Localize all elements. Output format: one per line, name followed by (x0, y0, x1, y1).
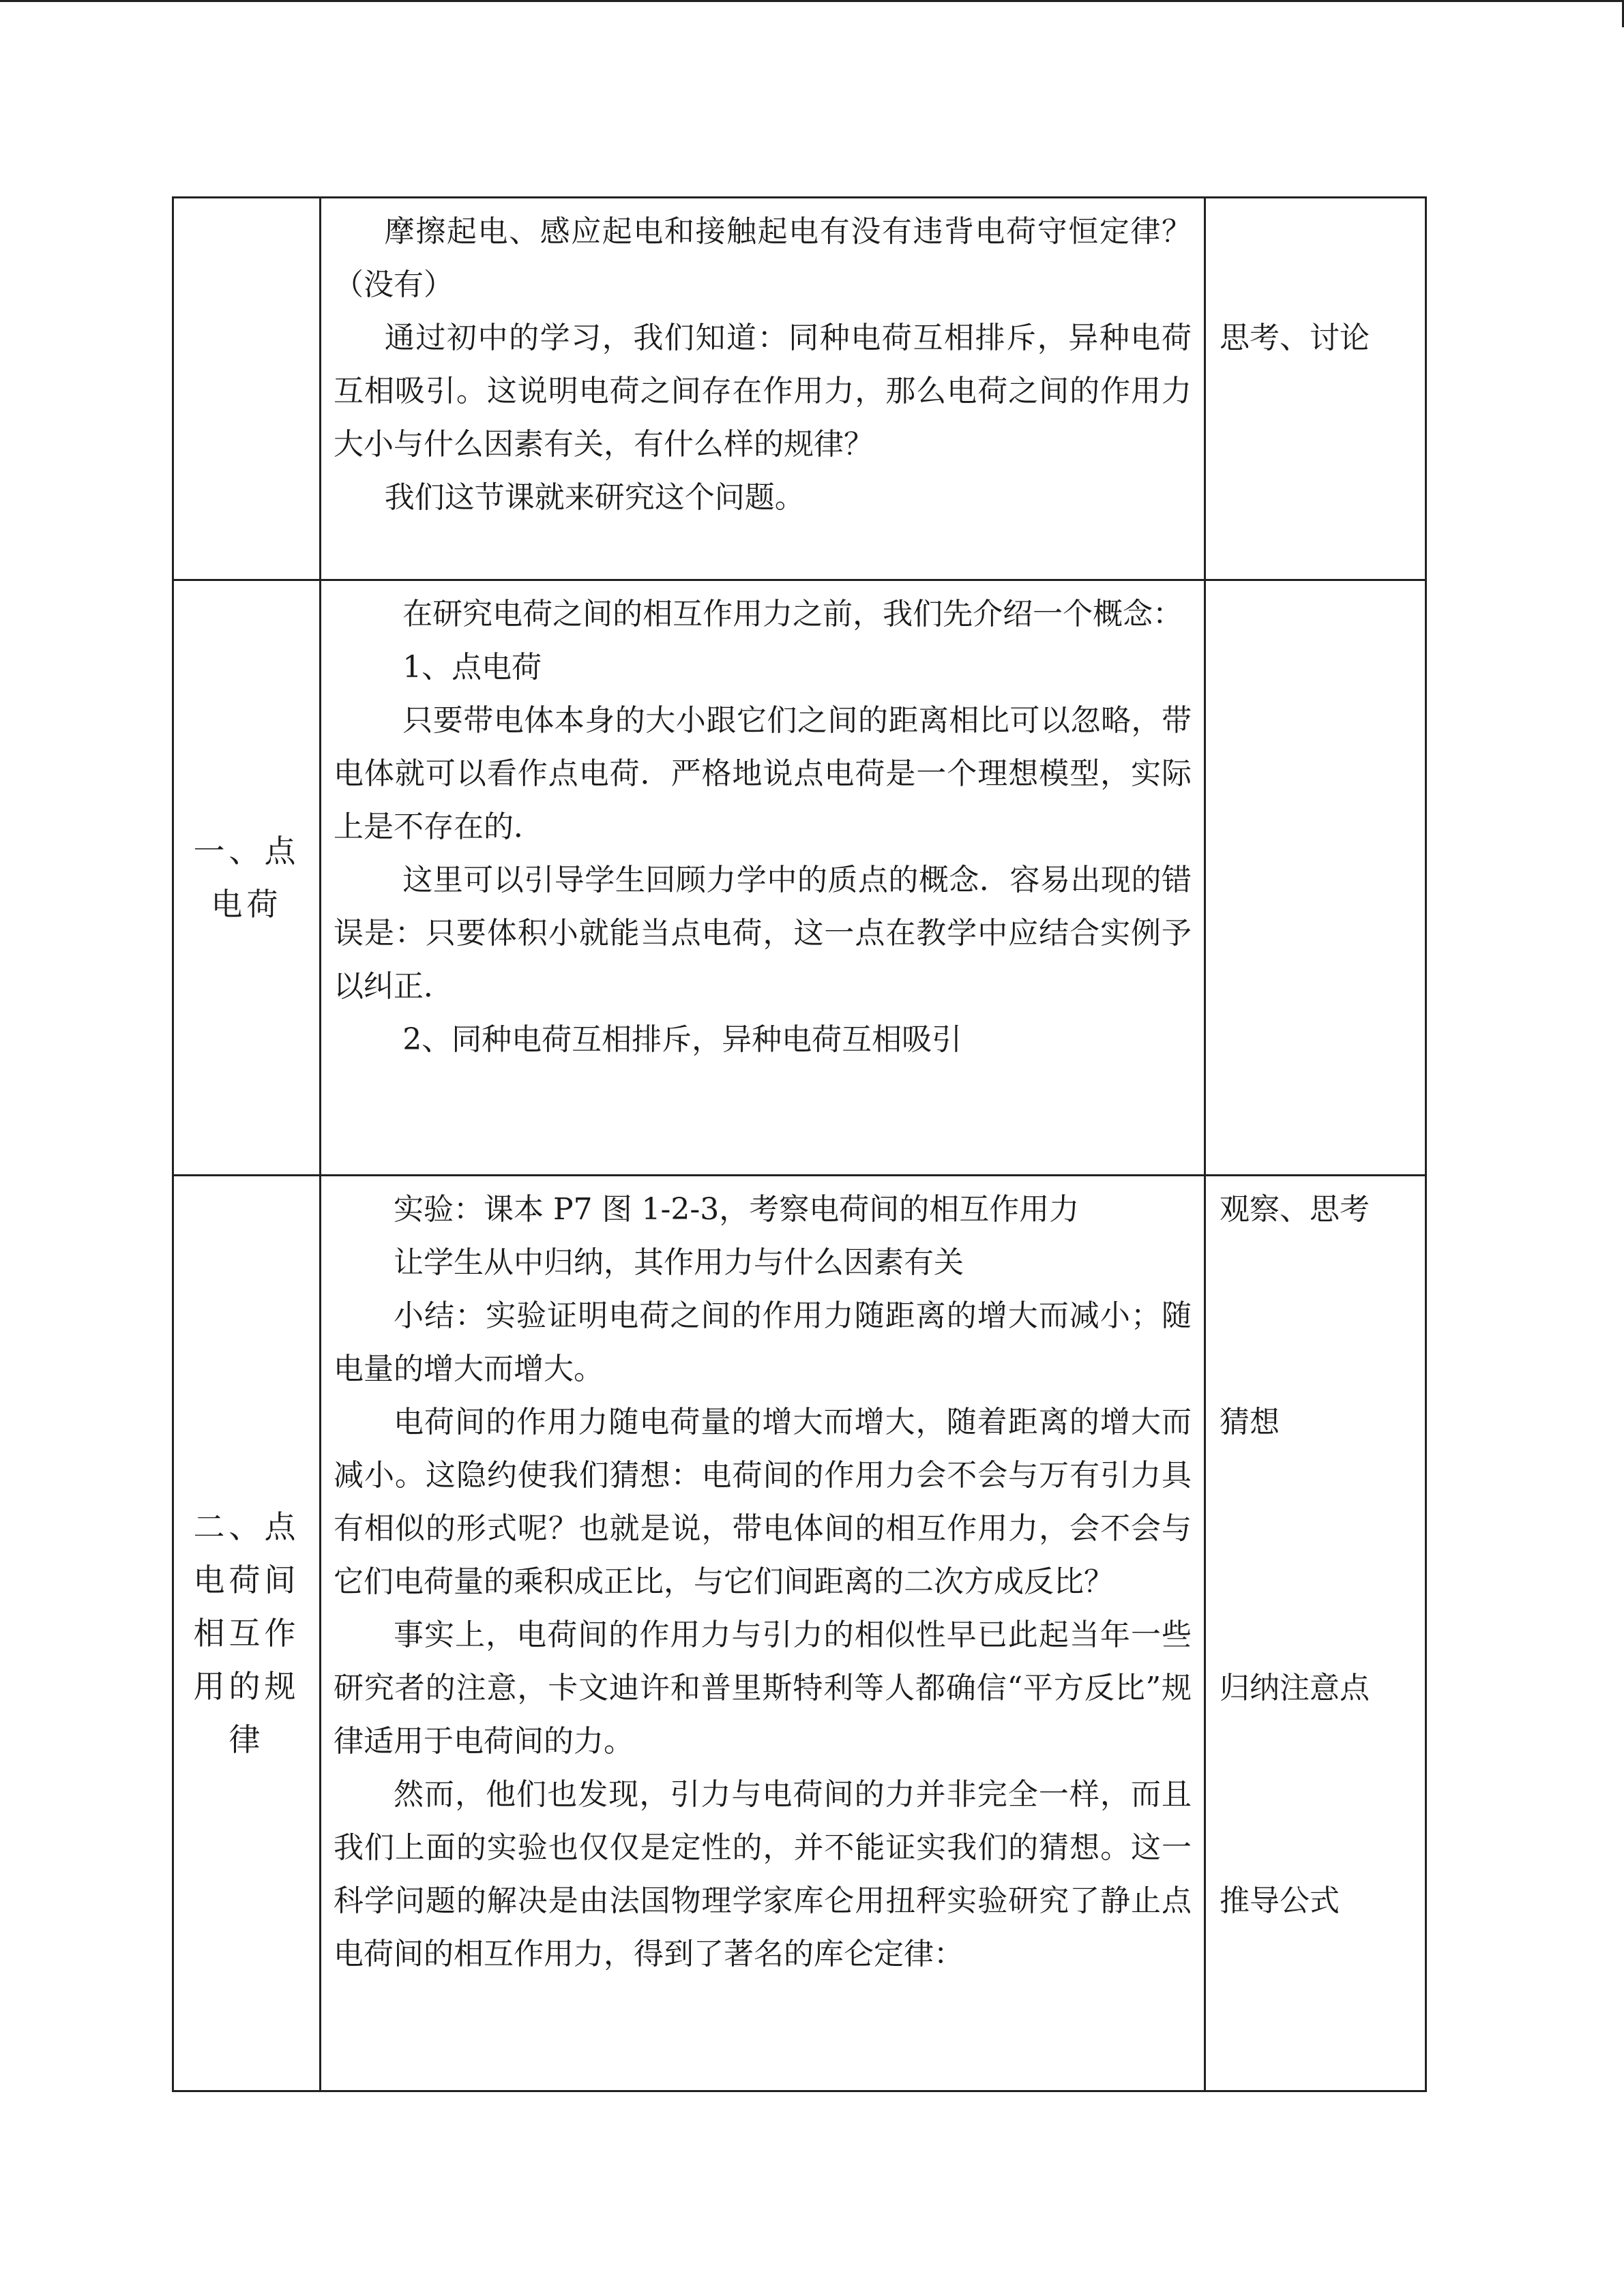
activity-label: 推导公式 (1220, 1883, 1340, 1918)
stage-cell (173, 1176, 321, 2091)
content-paragraph: 电荷间的作用力随电荷量的增大而增大，随着距离的增大而减小。这隐约使我们猜想：电荷间的作用力会不会与万有引力具有相似的形式呢？也就是说，带电体间的相互作用力，会不会与它们电荷量的乘积成正比，与它们间距离的二次方成反比？ (334, 1405, 1192, 1599)
content-paragraph: 让学生从中归纳，其作用力与什么因素有关 (394, 1245, 964, 1280)
stage-label: 二、点 (193, 1508, 300, 1545)
activity-cell (1205, 580, 1426, 1176)
content-paragraph: 在研究电荷之间的相互作用力之前，我们先介绍一个概念： (402, 597, 1183, 631)
activity-label: 猜想 (1220, 1405, 1280, 1440)
content-paragraph: 通过初中的学习，我们知道：同种电荷互相排斥，异种电荷互相吸引。这说明电荷之间存在作用力，那么电荷之间的作用力大小与什么因素有关，有什么样的规律？ (334, 320, 1192, 462)
stage-label: 律 (228, 1721, 265, 1758)
content-paragraph: 然而，他们也发现，引力与电荷间的力并非完全一样，而且我们上面的实验也仅仅是定性的，并不能证实我们的猜想。这一科学问题的解决是由法国物理学家库仑用扭秤实验研究了静止点电荷间的相互作用力，得到了著名的库仑定律： (334, 1777, 1192, 1971)
stage-cell (173, 198, 321, 580)
activity-cell (1205, 198, 1426, 580)
content-paragraph: 我们这节课就来研究这个问题。 (384, 480, 805, 515)
content-cell (321, 1176, 1205, 2091)
table-row (173, 198, 1426, 580)
content-paragraph: 只要带电体本身的大小跟它们之间的距离相比可以忽略，带电体就可以看作点电荷．严格地说点电荷是一个理想模型，实际上是不存在的． (334, 703, 1192, 844)
table-row (173, 580, 1426, 1176)
activity-label: 观察、思考 (1220, 1192, 1370, 1227)
activity-label: 归纳注意点 (1220, 1671, 1370, 1705)
content-cell (321, 580, 1205, 1176)
table-row (173, 1176, 1426, 2091)
content-paragraph: 这里可以引导学生回顾力学中的质点的概念．容易出现的错误是：只要体积小就能当点电荷，这一点在教学中应结合实例予以纠正． (334, 863, 1192, 1004)
activity-label: 思考、讨论 (1220, 320, 1370, 355)
stage-label: 电荷间 (193, 1562, 300, 1598)
stage-label: 电荷 (211, 886, 282, 923)
content-paragraph: 1、点电荷 (402, 650, 542, 685)
stage-label: 相互作 (193, 1615, 300, 1652)
lesson-plan-table (172, 196, 1427, 2092)
stage-cell (173, 580, 321, 1176)
content-paragraph: 事实上，电荷间的作用力与引力的相似性早已此起当年一些研究者的注意，卡文迪许和普里斯特利等人都确信“平方反比”规律适用于电荷间的力。 (334, 1617, 1192, 1759)
content-paragraph: 小结：实验证明电荷之间的作用力随距离的增大而减小；随电量的增大而增大。 (334, 1298, 1192, 1386)
content-paragraph: 摩擦起电、感应起电和接触起电有没有违背电荷守恒定律？（没有） (334, 214, 1192, 302)
page-top-border (0, 0, 1624, 2)
content-paragraph: 实验：课本 P7 图 1-2-3，考察电荷间的相互作用力 (394, 1192, 1080, 1227)
content-paragraph: 2、同种电荷互相排斥，异种电荷互相吸引 (402, 1022, 962, 1057)
activity-cell (1205, 1176, 1426, 2091)
stage-label: 用的规 (193, 1668, 300, 1705)
stage-label: 一、点 (193, 833, 300, 869)
content-cell (321, 198, 1205, 580)
